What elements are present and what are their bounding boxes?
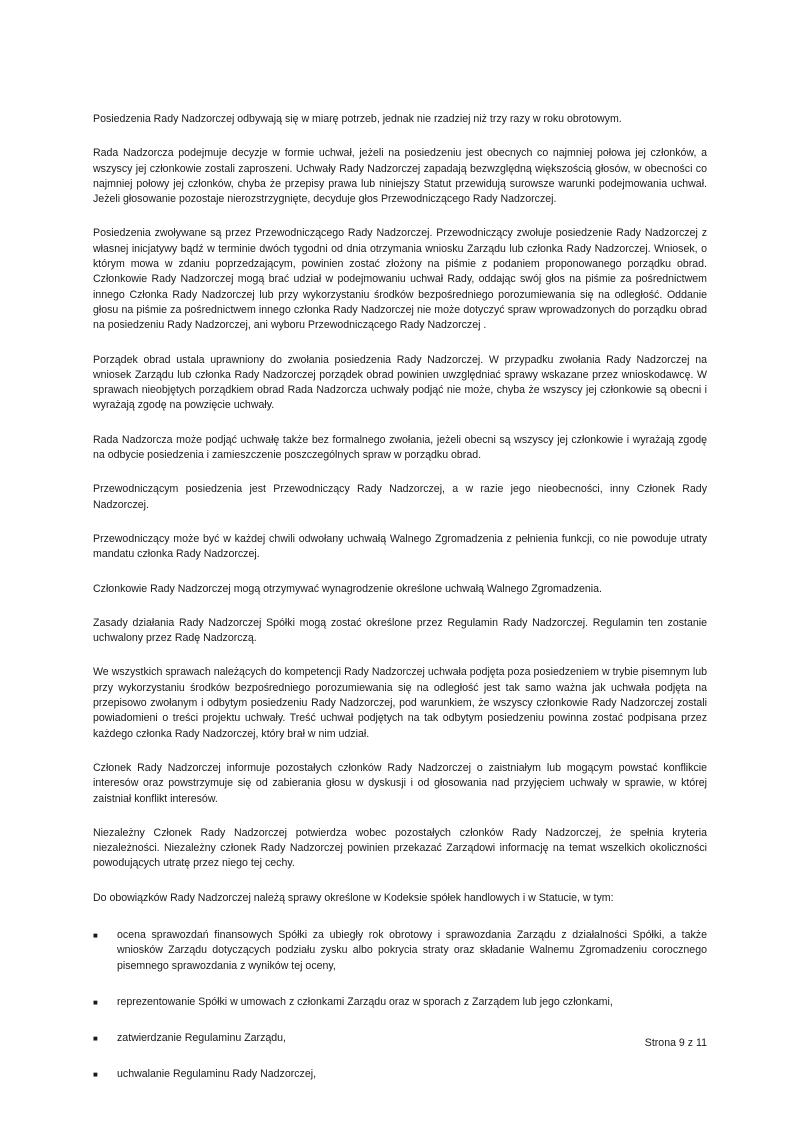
duties-list	[93, 928, 707, 1083]
paragraph: Członek Rady Nadzorczej informuje pozostałych członków Rady Nadzorczej o zaistniałym lub mogącym powstać konflikcie interesów oraz powstrzymuje się od zabierania głosu w dyskusji i od głosowania nad przyjęciem uchwały w sprawie, w której zaistniał konflikt interesów.	[93, 761, 707, 805]
list-item	[93, 1067, 707, 1082]
square-bullet-icon: ■	[93, 997, 98, 1007]
list-item-text: ocena sprawozdań finansowych Spółki za ubiegły rok obrotowy i sprawozdania Zarządu z działalności Spółki, a także wniosków Zarządu dotyczących podziału zysku albo pokrycia straty oraz składanie Walnemu Zgromadzeniu corocznego pisemnego sprawozdania z wyników tej oceny,	[117, 928, 707, 972]
paragraph: Porządek obrad ustala uprawniony do zwołania posiedzenia Rady Nadzorczej. W przypadku zwołania Rady Nadzorczej na wniosek Zarządu lub członka Rady Nadzorczej porządek obrad powinien uwzględniać sprawy wskazane przez wnioskodawcę. W sprawach nieobjętych porządkiem obrad Rada Nadzorcza uchwały podjąć nie może, chyba że wszyscy jej członkowie są obecni i wyrażają zgodę na powzięcie uchwały.	[93, 353, 707, 412]
paragraph: We wszystkich sprawach należących do kompetencji Rady Nadzorczej uchwała podjęta poza posiedzeniem w trybie pisemnym lub przy wykorzystaniu środków bezpośredniego porozumiewania się na odległość jest tak samo ważna jak uchwała podjęta na przepisowo zwołanym i odbytym posiedzeniu Rady Nadzorczej, pod warunkiem, że wszyscy członkowie Rady Nadzorczej zostali powiadomieni o treści projektu uchwały. Treść uchwał podjętych na tak odbytym posiedzeniu powinna zostać podpisana przez każdego członka Rady Nadzorczej, który brał w nim udział.	[93, 666, 707, 740]
paragraph: Przewodniczącym posiedzenia jest Przewodniczący Rady Nadzorczej, a w razie jego nieobecności, inny Członek Rady Nadzorczej.	[93, 483, 707, 511]
paragraph: Zasady działania Rady Nadzorczej Spółki mogą zostać określone przez Regulamin Rady Nadzorczej. Regulamin ten zostanie uchwalony przez Radę Nadzorczą.	[93, 616, 707, 645]
paragraph: Posiedzenia Rady Nadzorczej odbywają się w miarę potrzeb, jednak nie rzadziej niż trzy razy w roku obrotowym.	[93, 113, 622, 125]
list-item-text: reprezentowanie Spółki w umowach z członkami Zarządu oraz w sporach z Zarządem lub jego członkami,	[117, 995, 613, 1008]
paragraph: Rada Nadzorcza podejmuje decyzje w formie uchwał, jeżeli na posiedzeniu jest obecnych co najmniej połowa jej członków, a wszyscy jej członkowie zostali zaproszeni. Uchwały Rady Nadzorczej zapadają bezwzględną większością głosów, w obecności co najmniej połowy jej członków, chyba że przepisy prawa lub niniejszy Statut przewidują surowsze warunki podejmowania uchwał. Jeżeli głosowanie pozostaje nierozstrzygnięte, decyduje głos Przewodniczącego Rady Nadzorczej.	[93, 147, 707, 206]
list-item	[93, 995, 707, 1010]
paragraph: Niezależny Członek Rady Nadzorczej potwierdza wobec pozostałych członków Rady Nadzorczej, że spełnia kryteria niezależności. Niezależny członek Rady Nadzorczej powinien przekazać Zarządowi informację na temat wszelkich okoliczności powodujących utratę przez niego tej cechy.	[93, 826, 707, 870]
list-intro-paragraph: Do obowiązków Rady Nadzorczej należą sprawy określone w Kodeksie spółek handlowych i w Statucie, w tym:	[93, 891, 614, 904]
paragraph: Rada Nadzorcza może podjąć uchwałę także bez formalnego zwołania, jeżeli obecni są wszyscy jej członkowie i wyrażają zgodę na odbycie posiedzenia i zamieszczenie poszczególnych spraw w porządku obrad.	[93, 433, 707, 462]
list-item	[93, 1031, 707, 1046]
square-bullet-icon: ■	[93, 930, 98, 940]
page-number: Strona 9 z 11	[644, 1037, 707, 1049]
list-item	[93, 928, 707, 974]
square-bullet-icon: ■	[93, 1070, 98, 1080]
list-item-text: zatwierdzanie Regulaminu Zarządu,	[117, 1032, 286, 1045]
paragraph: Posiedzenia zwoływane są przez Przewodniczącego Rady Nadzorczej. Przewodniczący zwołuje posiedzenie Rady Nadzorczej z własnej inicjatywy bądź w terminie dwóch tygodni od dnia otrzymania wniosku Zarządu lub członka Rady Nadzorczej. Wniosek, o którym mowa w zdaniu poprzedzającym, powinien zostać złożony na piśmie z podaniem proponowanego porządku obrad. Członkowie Rady Nadzorczej mogą brać udział w podejmowaniu uchwał Rady, oddając swój głos na piśmie za pośrednictwem innego Członka Rady Nadzorczej lub przy wykorzystaniu środków bezpośredniego porozumiewania się na odległość. Oddanie głosu na piśmie za pośrednictwem innego członka Rady Nadzorczej nie może dotyczyć spraw wprowadzonych do porządku obrad na posiedzeniu Rady Nadzorczej, ani wyboru Przewodniczącego Rady Nadzorczej .	[93, 227, 707, 332]
paragraph: Przewodniczący może być w każdej chwili odwołany uchwałą Walnego Zgromadzenia z pełnienia funkcji, co nie powoduje utraty mandatu członka Rady Nadzorczej.	[93, 532, 707, 561]
list-item-text: uchwalanie Regulaminu Rady Nadzorczej,	[117, 1068, 317, 1081]
square-bullet-icon: ■	[93, 1034, 98, 1044]
paragraph: Członkowie Rady Nadzorczej mogą otrzymywać wynagrodzenie określone uchwałą Walnego Zgromadzenia.	[93, 582, 602, 595]
document-page	[93, 112, 707, 1104]
